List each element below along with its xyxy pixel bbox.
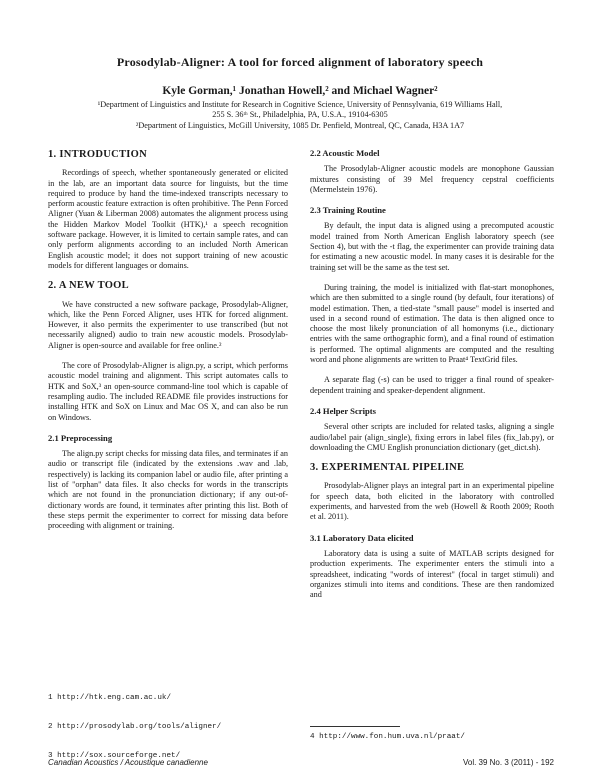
left-column: [48, 146, 288, 542]
preprocessing-paragraph: The align.py script checks for missing data files, and terminates if an audio or transcript file (indicated by the extensions .wav and .lab, respectively) is lacking its companion label or audio file, after printing a list of "orphan" data files. It also checks for words in the transcripts which are not found in the pronunciation dictionary; if any out-of-dictionary words are found, it terminates after printing this list. Both of these steps permit the experimenter to correct for missing data before proceeding with alignment or training.: [48, 449, 288, 531]
affiliation-2: ²Department of Linguistics, McGill University, 1085 Dr. Penfield, Montreal, QC, Canada, H3A 1A7: [135, 121, 465, 130]
new-tool-paragraph-2: The core of Prosodylab-Aligner is align.py, a script, which performs acoustic model training and alignment. This script automates calls to HTK and SoX,³ an open-source command-line tool which is capable of resampling audio. The included README file provides instructions for installing HTK and SoX on Linux and Mac OS X, and can also be run on Windows.: [48, 361, 288, 422]
footnotes-left: [48, 694, 288, 781]
acoustic-model-paragraph: The Prosodylab-Aligner acoustic models are monophone Gaussian mixtures consisting of 39 Mel frequency cepstral coefficients (Mermelstein 1976).: [310, 164, 554, 194]
section-introduction-heading: 1. INTRODUCTION: [48, 149, 148, 160]
new-tool-paragraph-1: We have constructed a new software package, Prosodylab-Aligner, which, like the Penn Forced Aligner, uses HTK for forced alignment. However, it also permits the experimenter to use transcribed (but not necessarily aligned) audio to train new acoustic models. Prosodylab-Aligner is open-source and available for free online.²: [48, 299, 288, 350]
footnote-1[interactable]: 1 http://htk.eng.cam.ac.uk/: [48, 694, 172, 702]
footnote-4[interactable]: 4 http://www.fon.hum.uva.nl/praat/: [310, 733, 465, 741]
section-preprocessing-heading: 2.1 Preprocessing: [48, 432, 113, 443]
affiliation-1: ¹Department of Linguistics and Institute for Research in Cognitive Science, University of Pennsylvania, 619 Williams Hall,: [97, 100, 503, 109]
footer-journal: Canadian Acoustics / Acoustique canadienne: [48, 758, 208, 767]
section-lab-data-heading: 3.1 Laboratory Data elicited: [310, 532, 414, 543]
section-pipeline-heading: 3. EXPERIMENTAL PIPELINE: [310, 462, 465, 474]
footnote-2[interactable]: 2 http://prosodylab.org/tools/aligner/: [48, 723, 222, 731]
section-new-tool-heading: 2. A NEW TOOL: [48, 280, 129, 292]
intro-paragraph: Recordings of speech, whether spontaneously generated or elicited in the lab, are an important data source for linguists, but the time required to produce by hand the time-indexed transcripts necessary to perform acoustic feature extraction is often prohibitive. The Penn Forced Aligner (Yuan & Liberman 2008) automates the alignment process using the Hidden Markov Model Toolkit (HTK),¹ a speech recognition software package. However, it is limited to certain sample rates, and can only perform alignments according to an included North American English acoustic model; it does not support training of new acoustic models for different languages or domains.: [48, 168, 288, 270]
footer-volume: Vol. 39 No. 3 (2011) - 192: [462, 758, 554, 767]
paper-title: Prosodylab-Aligner: A tool for forced alignment of laboratory speech: [116, 55, 484, 69]
training-paragraph-3: A separate flag (-s) can be used to trigger a final round of speaker-dependent training and speaker-dependent alignment.: [310, 375, 554, 395]
footnote-3[interactable]: 3 http://sox.sourceforge.net/: [48, 752, 181, 760]
right-column: [310, 146, 554, 610]
section-training-routine-heading: 2.3 Training Routine: [310, 205, 386, 216]
lab-data-paragraph: Laboratory data is using a suite of MATLAB scripts designed for production experiments. The experimenter enters the stimuli into a spreadsheet, indicating "words of interest" (focal in target stimuli) and organizes stimuli into items and conditions. These are then randomized and: [310, 548, 554, 600]
section-acoustic-model-heading: 2.2 Acoustic Model: [310, 148, 380, 158]
helper-scripts-paragraph: Several other scripts are included for related tasks, aligning a single audio/label pair (align_single), fixing errors in label files (fix_lab.py), or downloading the CMU English pronunciation dictionary (get_dict.sh).: [310, 422, 554, 452]
authors: Kyle Gorman,¹ Jonathan Howell,² and Michael Wagner²: [162, 85, 438, 97]
training-paragraph-2: During training, the model is initialized with flat-start monophones, which are then submitted to a single round (by default, four iterations) of model estimation. Then, a tied-state "small pause" model is inserted and used in a second round of estimation. The data is then aligned once to choose the most likely pronunciation of all homonyms (i.e., dictionary entries with the same orthographic form), and a final round of estimation is performed. The optimal alignments are computed and the resulting word and phone alignments are written to Praat⁴ TextGrid files.: [310, 282, 554, 365]
section-helper-scripts-heading: 2.4 Helper Scripts: [310, 405, 376, 416]
affiliation-1-address: 255 S. 36ᵗʰ St., Philadelphia, PA, U.S.A., 19104-6305: [212, 110, 388, 119]
training-paragraph-1: By default, the input data is aligned using a precomputed acoustic model trained from North American English laboratory speech (see Section 4), but with the -t flag, the experimenter can provide training data for estimating a new acoustic model. In many cases it is desirable for the training set will be the same as the test set.: [310, 221, 554, 272]
pipeline-paragraph: Prosodylab-Aligner plays an integral part in an experimental pipeline for speech data, both elicited in the laboratory with controlled experiments, and harvested from the web (Howell & Rooth 2009; Rooth et al. 2011).: [310, 481, 554, 522]
footnote-rule: [310, 726, 400, 727]
